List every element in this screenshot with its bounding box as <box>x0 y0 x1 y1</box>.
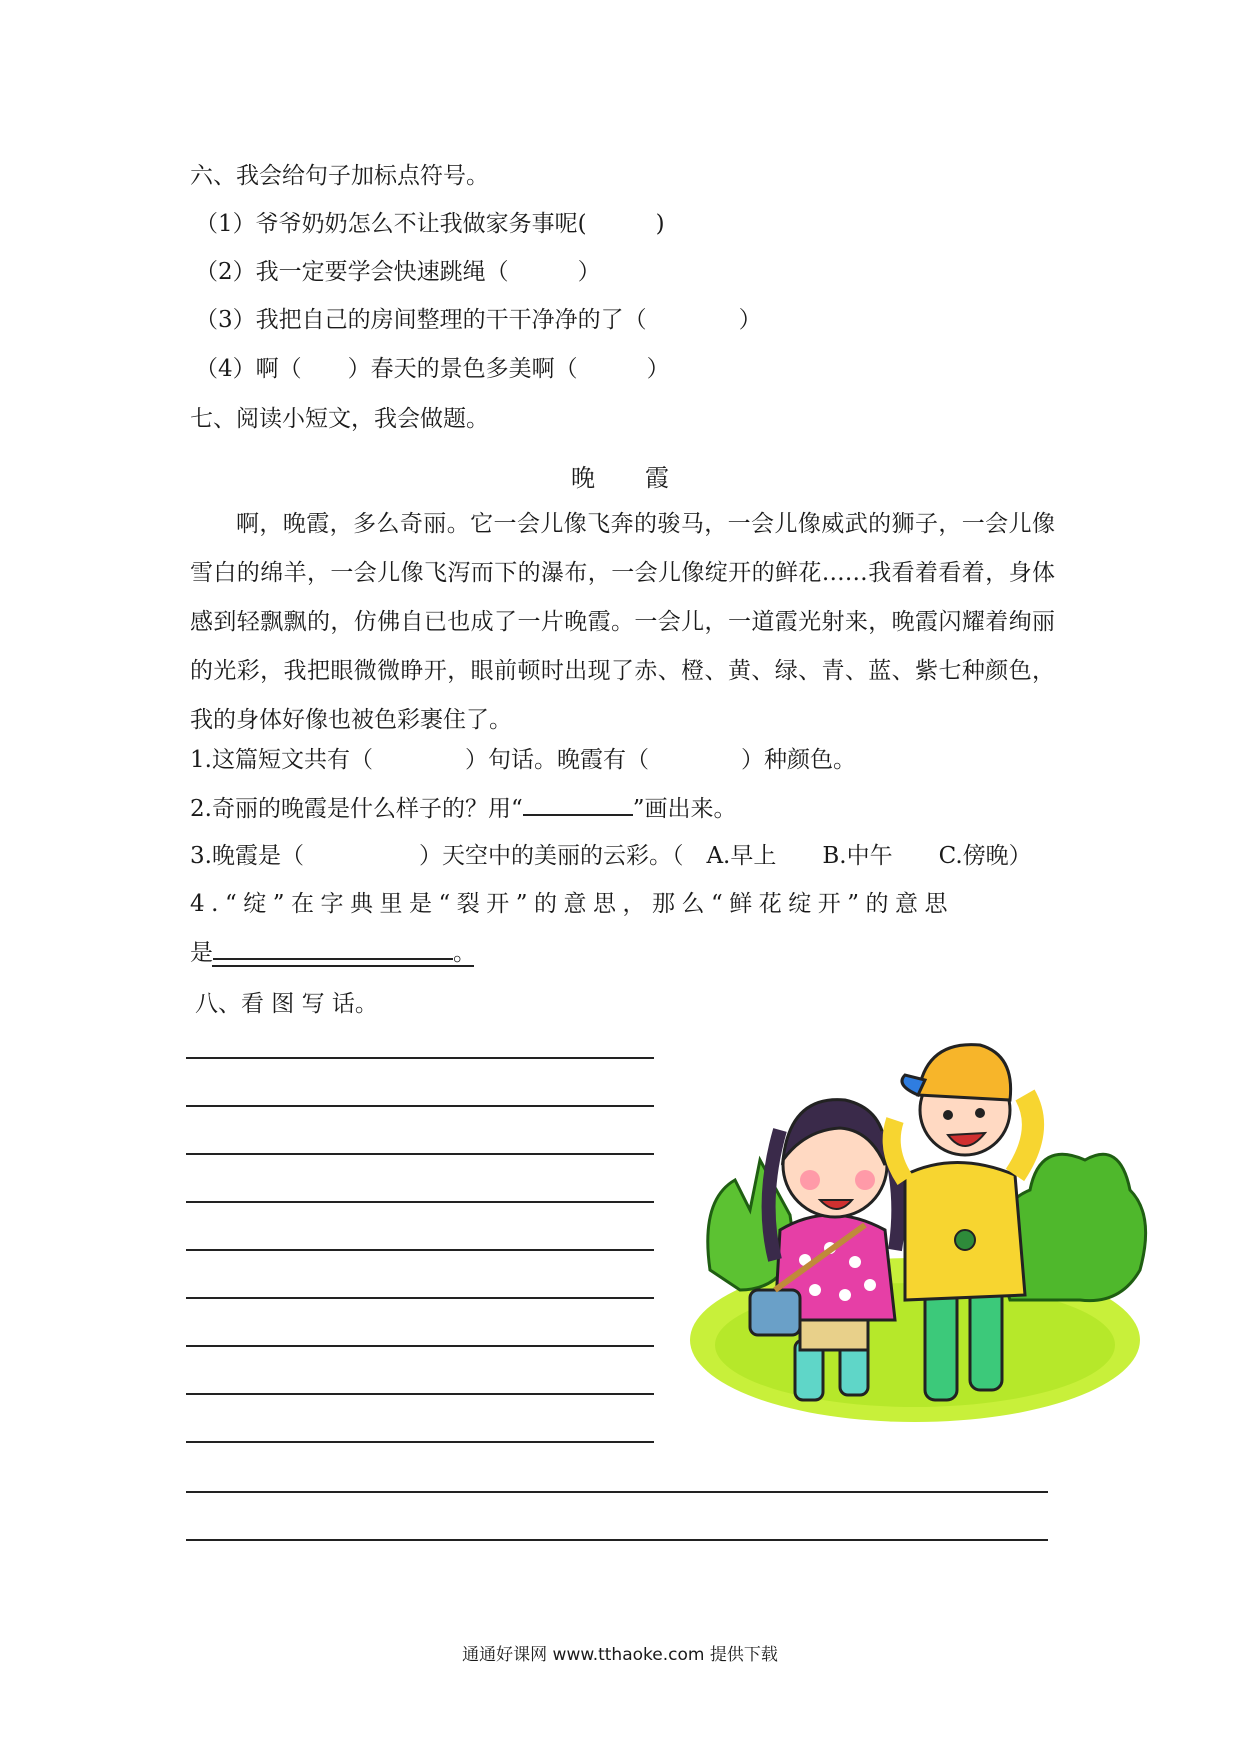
writing-line-5[interactable] <box>186 1249 654 1251</box>
writing-line-10[interactable] <box>186 1491 1048 1493</box>
question-2-prefix: 2.奇丽的晚霞是什么样子的？用“ <box>190 796 523 822</box>
answer-blank-q2[interactable] <box>523 794 633 816</box>
question-4-line-2 <box>190 938 476 967</box>
section6-heading: 六、我会给句子加标点符号。 <box>190 163 489 189</box>
question-4-prefix: 是 <box>190 940 213 966</box>
section7-heading: 七、阅读小短文，我会做题。 <box>190 406 489 432</box>
writing-line-7[interactable] <box>186 1345 654 1347</box>
question-2 <box>190 794 736 823</box>
writing-line-4[interactable] <box>186 1201 654 1203</box>
question-2-suffix: ”画出来。 <box>632 796 737 822</box>
question-1: 1.这篇短文共有（ ）句话。晚霞有（ ）种颜色。 <box>190 747 856 773</box>
writing-line-2[interactable] <box>186 1105 654 1107</box>
question-3: 3.晚霞是（ ）天空中的美丽的云彩。（ A.早上 B.中午 C.傍晚） <box>190 843 1032 869</box>
section6-item-1: （1）爷爷奶奶怎么不让我做家务事呢( ) <box>195 211 665 237</box>
writing-line-1[interactable] <box>186 1057 654 1059</box>
section8-heading: 八、看 图 写 话。 <box>195 991 378 1017</box>
writing-line-3[interactable] <box>186 1153 654 1155</box>
section6-item-2: （2）我一定要学会快速跳绳（ ） <box>195 259 601 285</box>
answer-underline-q4 <box>212 965 474 967</box>
section6-item-4: （4）啊（ ）春天的景色多美啊（ ） <box>195 356 670 382</box>
passage-title-char-1: 晚 <box>571 464 595 492</box>
passage-title-char-2: 霞 <box>645 464 669 492</box>
children-walking-illustration <box>680 1000 1150 1440</box>
writing-line-11[interactable] <box>186 1539 1048 1541</box>
passage-body <box>190 500 1055 745</box>
writing-line-6[interactable] <box>186 1297 654 1299</box>
question-4-line-1: 4.“绽”在字典里是“裂开”的意思，那么“鲜花绽开”的意思 <box>190 891 954 917</box>
question-4-suffix: 。 <box>453 940 476 966</box>
passage-text: 啊，晚霞，多么奇丽。它一会儿像飞奔的骏马，一会儿像威武的狮子，一会儿像雪白的绵羊，一会儿像飞泻而下的瀑布，一会儿像绽开的鲜花……我看着看着，身体感到轻飘飘的，仿佛自已也成了一片晚霞。一会儿，一道霞光射来，晚霞闪耀着绚丽的光彩，我把眼微微睁开，眼前顿时出现了赤、橙、黄、绿、青、蓝、紫七种颜色，我的身体好像也被色彩裹住了。 <box>190 511 1055 733</box>
section6-item-3: （3）我把自己的房间整理的干干净净的了（ ） <box>195 307 762 333</box>
footer-credit: 通通好课网 www.tthaoke.com 提供下载 <box>462 1645 778 1665</box>
passage-title <box>0 458 1240 493</box>
answer-blank-q4[interactable] <box>213 938 453 960</box>
writing-line-8[interactable] <box>186 1393 654 1395</box>
writing-line-9[interactable] <box>186 1441 654 1443</box>
